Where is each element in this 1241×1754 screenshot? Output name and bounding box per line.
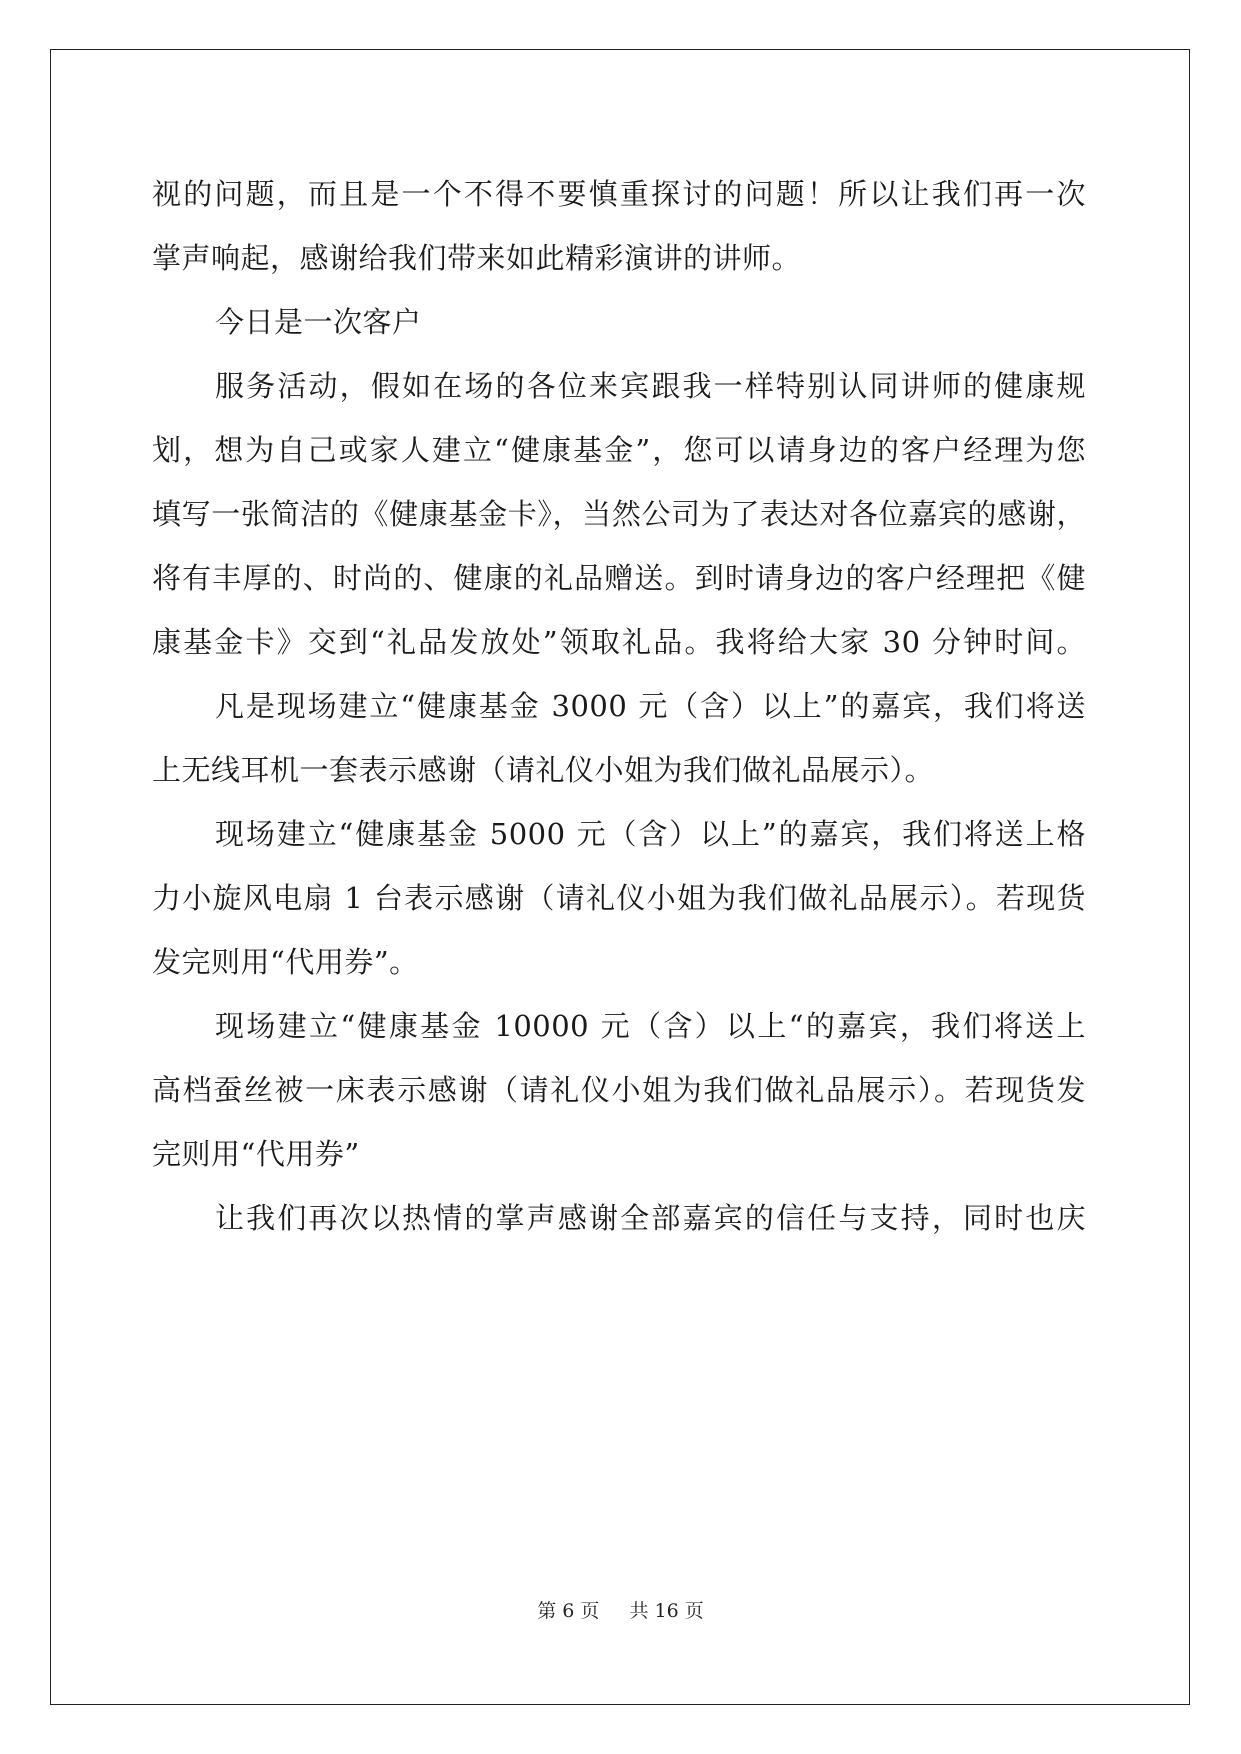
text-line: 完则用“代用券” <box>152 1137 360 1171</box>
page-number: 第 6 页 <box>537 1600 600 1622</box>
text-line: 上无线耳机一套表示感谢（请礼仪小姐为我们做礼品展示）。 <box>152 753 935 787</box>
text-line: 康基金卡》交到“礼品发放处”领取礼品。我将给大家 30 分钟时间。 <box>152 625 1086 659</box>
text-line: 现场建立“健康基金 5000 元（含）以上”的嘉宾，我们将送上格 <box>215 817 1086 851</box>
page-footer <box>0 1596 1241 1623</box>
text-line: 划，想为自己或家人建立“健康基金”，您可以请身边的客户经理为您 <box>152 433 1086 467</box>
text-line: 让我们再次以热情的掌声感谢全部嘉宾的信任与支持，同时也庆 <box>215 1201 1086 1235</box>
text-line: 将有丰厚的、时尚的、健康的礼品赠送。到时请身边的客户经理把《健 <box>152 561 1086 595</box>
text-line: 填写一张简洁的《健康基金卡》，当然公司为了表达对各位嘉宾的感谢， <box>152 497 1086 531</box>
page-total: 共 16 页 <box>629 1600 704 1622</box>
text-line: 现场建立“健康基金 10000 元（含）以上“的嘉宾，我们将送上 <box>215 1009 1086 1043</box>
document-body <box>152 162 1086 1250</box>
text-line: 高档蚕丝被一床表示感谢（请礼仪小姐为我们做礼品展示）。若现货发 <box>152 1073 1086 1107</box>
text-line: 视的问题，而且是一个不得不要慎重探讨的问题！所以让我们再一次 <box>152 177 1086 211</box>
text-line: 力小旋风电扇 1 台表示感谢（请礼仪小姐为我们做礼品展示）。若现货 <box>152 881 1086 915</box>
text-line: 掌声响起，感谢给我们带来如此精彩演讲的讲师。 <box>152 241 802 275</box>
text-line: 服务活动，假如在场的各位来宾跟我一样特别认同讲师的健康规 <box>215 369 1086 403</box>
text-line: 今日是一次客户 <box>215 305 422 339</box>
text-line: 发完则用“代用券”。 <box>152 945 419 979</box>
text-line: 凡是现场建立“健康基金 3000 元（含）以上”的嘉宾，我们将送 <box>215 689 1086 723</box>
